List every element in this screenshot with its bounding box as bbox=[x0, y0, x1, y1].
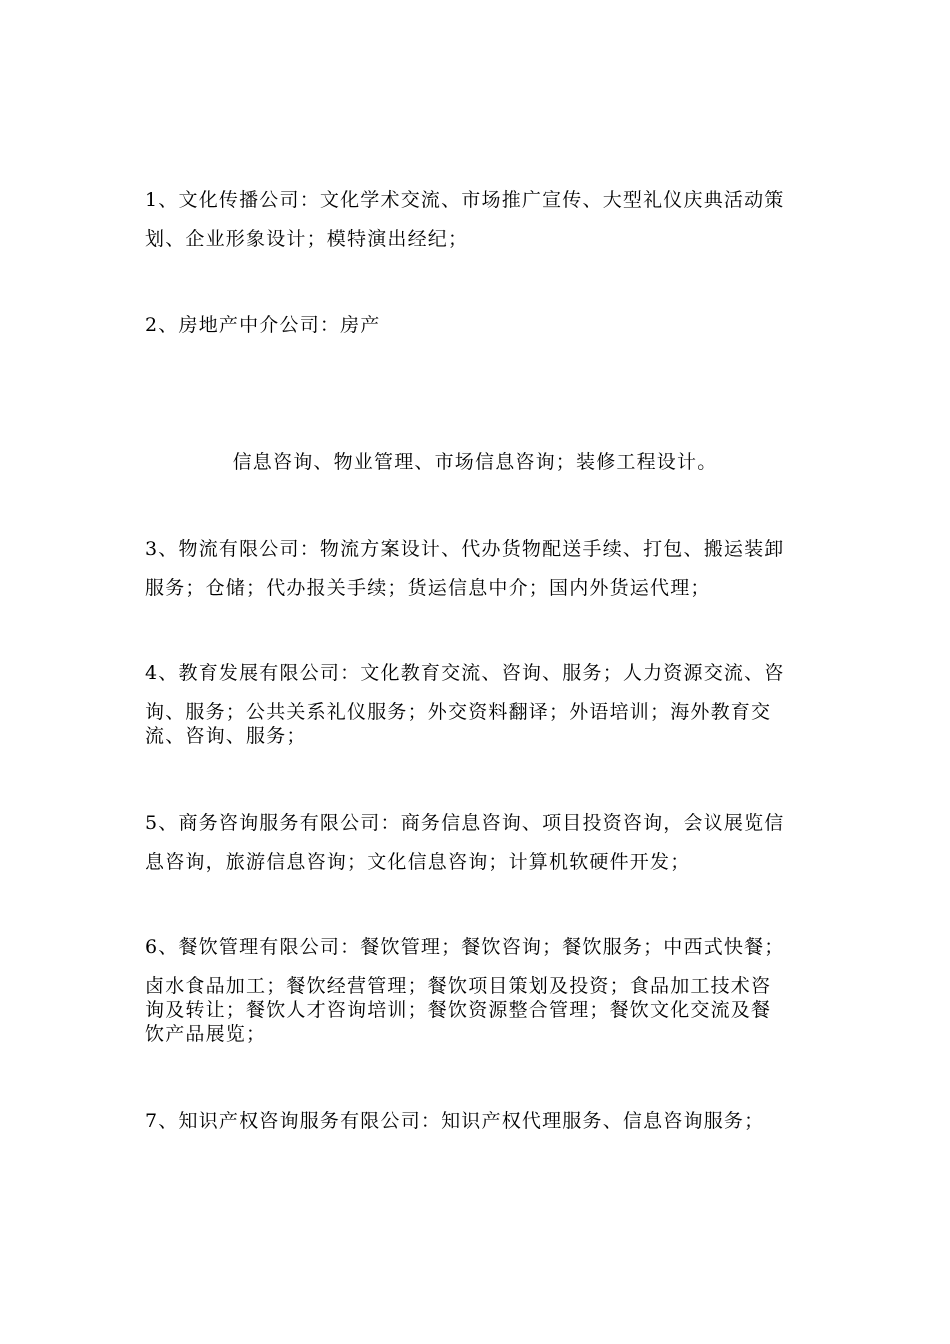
paragraph-6-line-4: 饮产品展览； bbox=[145, 1023, 267, 1045]
paragraph-1-line-2: 划、企业形象设计；模特演出经纪； bbox=[145, 228, 469, 250]
paragraph-5-line-1: 5、商务咨询服务有限公司：商务信息咨询、项目投资咨询，会议展览信 bbox=[145, 812, 785, 834]
paragraph-7-line-1: 7、知识产权咨询服务有限公司：知识产权代理服务、信息咨询服务； bbox=[145, 1110, 765, 1132]
paragraph-3-line-1: 3、物流有限公司：物流方案设计、代办货物配送手续、打包、搬运装卸 bbox=[145, 538, 785, 560]
paragraph-4-line-2: 询、服务；公共关系礼仪服务；外交资料翻译；外语培训；海外教育交 bbox=[145, 701, 772, 723]
paragraph-1-line-1: 1、文化传播公司：文化学术交流、市场推广宣传、大型礼仪庆典活动策 bbox=[145, 189, 785, 211]
paragraph-6-line-2: 卤水食品加工；餐饮经营管理；餐饮项目策划及投资；食品加工技术咨 bbox=[145, 975, 772, 997]
paragraph-2-continuation: 信息咨询、物业管理、市场信息咨询；装修工程设计。 bbox=[232, 451, 718, 473]
paragraph-4-line-3: 流、咨询、服务； bbox=[145, 725, 307, 747]
paragraph-3-line-2: 服务；仓储；代办报关手续；货运信息中介；国内外货运代理； bbox=[145, 577, 711, 599]
paragraph-4-line-1: 4、教育发展有限公司：文化教育交流、咨询、服务；人力资源交流、咨 bbox=[145, 662, 785, 684]
paragraph-5-line-2: 息咨询，旅游信息咨询；文化信息咨询；计算机软硬件开发； bbox=[145, 851, 691, 873]
paragraph-6-line-3: 询及转让；餐饮人才咨询培训；餐饮资源整合管理；餐饮文化交流及餐 bbox=[145, 999, 772, 1021]
paragraph-2-line-1: 2、房地产中介公司：房产 bbox=[145, 314, 381, 336]
paragraph-6-line-1: 6、餐饮管理有限公司：餐饮管理；餐饮咨询；餐饮服务；中西式快餐； bbox=[145, 936, 785, 958]
